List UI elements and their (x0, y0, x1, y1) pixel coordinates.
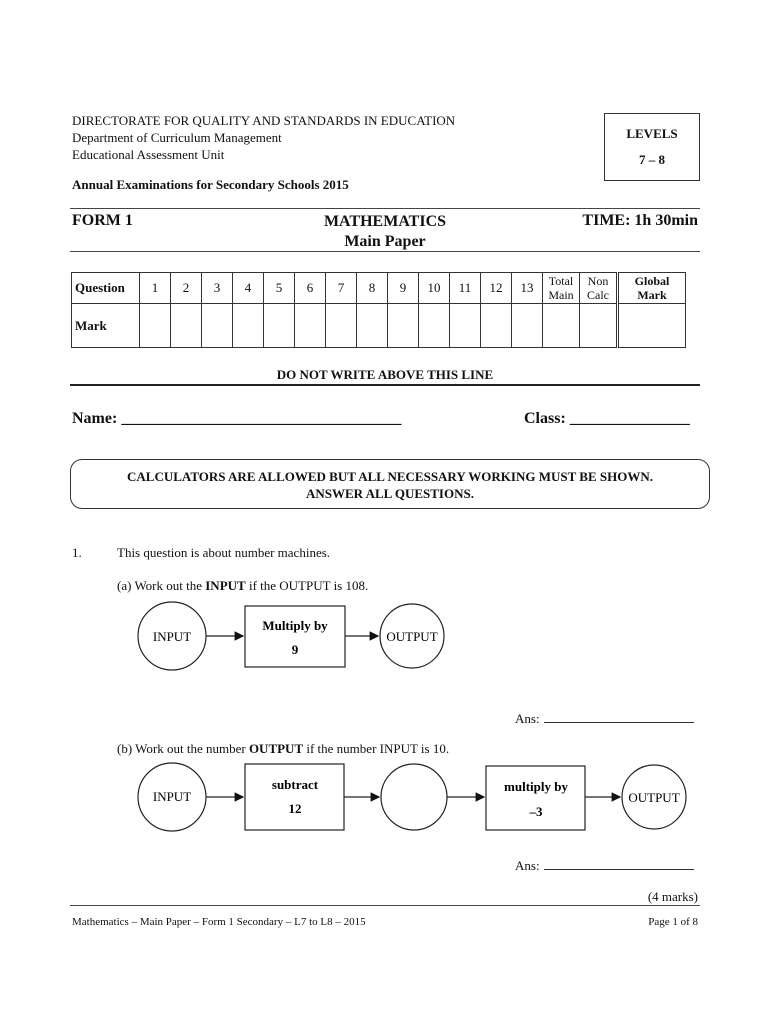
multiply-box-line2: 9 (291, 642, 299, 657)
instructions-line2: ANSWER ALL QUESTIONS. (306, 486, 474, 501)
footer-text: Mathematics – Main Paper – Form 1 Secondary – L7 to L8 – 2015 (72, 916, 366, 928)
question-number: 6 (295, 273, 326, 304)
non-calc-cell (580, 304, 618, 348)
do-not-write-rule (70, 384, 700, 386)
form-label: FORM 1 (72, 212, 133, 229)
question-number: 7 (326, 273, 357, 304)
part-a-machine-diagram (0, 595, 770, 705)
part-a-answer (515, 709, 694, 727)
multiply-box (245, 606, 345, 667)
marks-note: (4 marks) (647, 889, 698, 904)
question-number: 2 (171, 273, 202, 304)
multiply-box (486, 766, 585, 830)
question-number: 4 (233, 273, 264, 304)
multiply-box-line1: multiply by (504, 779, 568, 794)
global-line2: Mark (637, 288, 667, 302)
input-label: INPUT (152, 789, 192, 804)
subtract-box-line1: subtract (271, 777, 319, 792)
mark-cell (233, 304, 264, 348)
subject-name: MATHEMATICS (323, 213, 447, 230)
question-number: 12 (481, 273, 512, 304)
input-label: INPUT (152, 629, 192, 644)
mark-cell (202, 304, 233, 348)
page-number: Page 1 of 8 (648, 916, 698, 928)
department-line: Department of Curriculum Management (72, 130, 282, 145)
part-b-prefix: (b) Work out the number (117, 741, 249, 756)
paper-name: Main Paper (344, 233, 426, 250)
mark-cell (140, 304, 171, 348)
instructions-box (70, 459, 710, 509)
part-b-answer-blank[interactable] (544, 856, 694, 870)
total-main-line1: Total (548, 274, 574, 288)
intermediate-circle (381, 764, 447, 830)
mark-cell (512, 304, 543, 348)
class-field[interactable]: Class: _______________ (524, 410, 690, 427)
part-b-text (117, 741, 449, 757)
mark-cell (295, 304, 326, 348)
total-main-line2: Main (548, 288, 574, 302)
non-calc-header (580, 273, 618, 304)
ans-label: Ans: (515, 711, 540, 726)
mark-cell (481, 304, 512, 348)
subtract-box (245, 764, 344, 830)
unit-line: Educational Assessment Unit (72, 147, 225, 162)
mark-cell (326, 304, 357, 348)
mark-cell (450, 304, 481, 348)
mark-cell (419, 304, 450, 348)
question-header: Question (72, 273, 140, 304)
part-a-prefix: (a) Work out the (117, 578, 206, 593)
mark-row (72, 304, 686, 348)
output-label: OUTPUT (386, 629, 438, 644)
question-number: 3 (202, 273, 233, 304)
time-label: TIME: 1h 30min (582, 212, 698, 229)
question-number: 10 (419, 273, 450, 304)
part-b-answer (515, 856, 694, 874)
question-number: 13 (512, 273, 543, 304)
question-number: 11 (450, 273, 481, 304)
non-calc-line2: Calc (587, 288, 609, 302)
multiply-box-line1: Multiply by (262, 618, 328, 633)
marks-table (71, 272, 686, 348)
levels-label: LEVELS (626, 126, 678, 141)
part-a-answer-blank[interactable] (544, 709, 694, 723)
mark-cell (388, 304, 419, 348)
instructions-line1: CALCULATORS ARE ALLOWED BUT ALL NECESSARY WORKING MUST BE SHOWN. (127, 469, 653, 484)
global-line1: Global (634, 274, 670, 288)
mark-cell (264, 304, 295, 348)
part-a-text (117, 578, 368, 594)
exam-title: Annual Examinations for Secondary Schools 2015 (72, 177, 349, 192)
part-a-bold: INPUT (205, 578, 246, 593)
multiply-box-line2: –3 (529, 804, 543, 819)
global-mark-cell (618, 304, 686, 348)
question-number: 1 (140, 273, 171, 304)
question-row (72, 273, 686, 304)
non-calc-line1: Non (587, 274, 609, 288)
part-b-bold: OUTPUT (248, 741, 304, 756)
total-main-cell (543, 304, 580, 348)
directorate-line: DIRECTORATE FOR QUALITY AND STANDARDS IN EDUCATION (72, 113, 456, 128)
do-not-write-notice: DO NOT WRITE ABOVE THIS LINE (276, 367, 494, 382)
part-b-machine-diagram (0, 758, 770, 838)
mark-header: Mark (72, 304, 140, 348)
levels-box (604, 113, 700, 181)
footer-rule (70, 905, 700, 906)
mark-cell (357, 304, 388, 348)
output-label: OUTPUT (628, 790, 680, 805)
total-main-header (543, 273, 580, 304)
part-b-suffix: if the number INPUT is 10. (303, 741, 450, 756)
levels-value: 7 – 8 (639, 152, 665, 167)
title-top-rule (70, 208, 700, 209)
subtract-box-line2: 12 (288, 801, 302, 816)
question-number-label: 1. (72, 545, 82, 560)
title-bottom-rule (70, 251, 700, 252)
mark-cell (171, 304, 202, 348)
question-text: This question is about number machines. (117, 545, 331, 560)
global-mark-header (618, 273, 686, 304)
name-field[interactable]: Name: ___________________________________ (72, 410, 402, 427)
question-number: 8 (357, 273, 388, 304)
header-block (72, 112, 455, 163)
question-number: 5 (264, 273, 295, 304)
question-number: 9 (388, 273, 419, 304)
part-a-suffix: if the OUTPUT is 108. (245, 578, 369, 593)
ans-label: Ans: (515, 858, 540, 873)
